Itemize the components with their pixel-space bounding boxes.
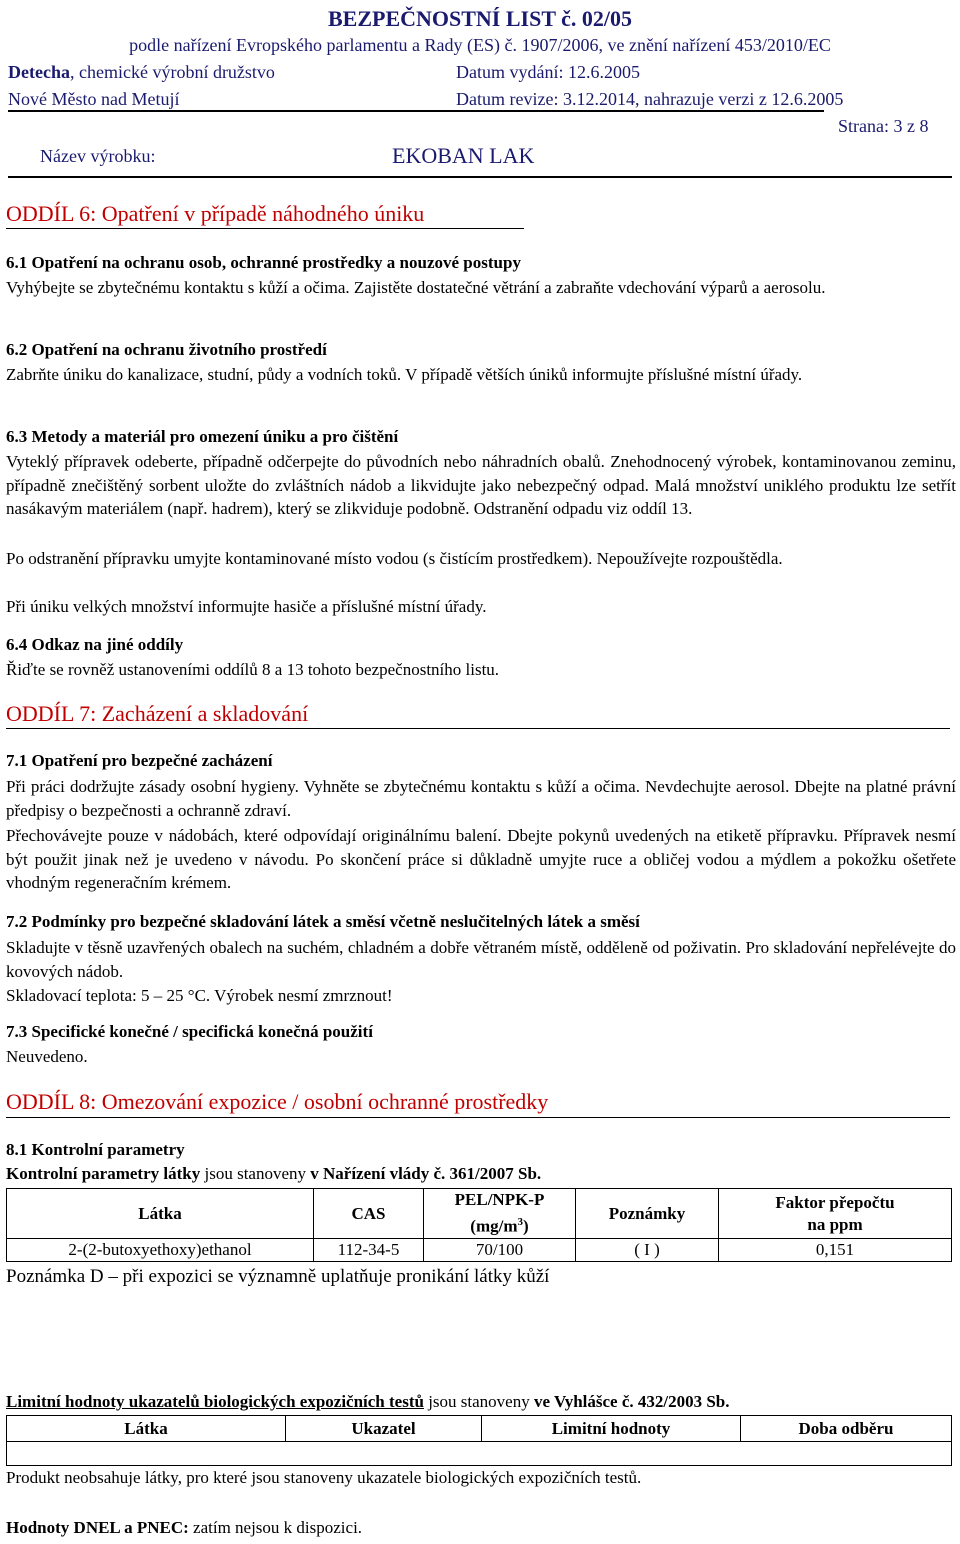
cell-cas: 112-34-5 bbox=[314, 1239, 424, 1262]
product-name: EKOBAN LAK bbox=[392, 143, 535, 168]
heading-6-2: 6.2 Opatření na ochranu životního prostředí bbox=[6, 340, 327, 359]
company-name: Detecha, chemické výrobní družstvo bbox=[8, 62, 275, 82]
section-7-title: ODDÍL 7: Zacházení a skladování bbox=[6, 701, 309, 726]
col-header-cas: CAS bbox=[314, 1189, 424, 1239]
table-row bbox=[7, 1239, 952, 1262]
table-row-empty bbox=[7, 1442, 952, 1466]
col-header-notes: Poznámky bbox=[576, 1189, 719, 1239]
col-header-indicator: Ukazatel bbox=[286, 1416, 482, 1442]
bio-note: Produkt neobsahuje látky, pro které jsou stanoveny ukazatele biologických expozičních testů. bbox=[6, 1468, 642, 1487]
cell-notes: ( I ) bbox=[576, 1239, 719, 1262]
section-7-rule bbox=[6, 728, 950, 729]
col-header-pel: PEL/NPK-P $(mg/m^3)$ bbox=[424, 1189, 576, 1239]
table-header-row bbox=[7, 1416, 952, 1442]
header-rule-bottom bbox=[8, 176, 952, 178]
col-header-sampling-time: Doba odběru bbox=[741, 1416, 952, 1442]
biological-limits-table bbox=[6, 1415, 952, 1466]
paragraph-6-2: Zabrňte úniku do kanalizace, studní, půdy a vodních toků. V případě větších úniků informujte příslušné místní úřady. bbox=[6, 365, 803, 384]
exposure-limits-table bbox=[6, 1188, 952, 1262]
paragraph-6-3a: Vyteklý přípravek odeberte, případně odčerpejte do původních nebo náhradních obalů. Znehodnocený výrobek, kontaminovanou zeminu, případně znečištěný sorbent uložte do zvláštních nádob a likvidujte jako nebezpečný odpad. Malá množství uniklého produktu lze setřít nasákavým materiálem (např. hadrem), který se zlikviduje podobně. Odstranění odpadu viz oddíl 13. bbox=[6, 452, 956, 518]
paragraph-6-4: Řiďte se rovněž ustanoveními oddílů 8 a 13 tohoto bezpečnostního listu. bbox=[6, 660, 500, 679]
bio-limits-intro: Limitní hodnoty ukazatelů biologických expozičních testů jsou stanoveny ve Vyhlášce č. 432/2003 Sb. bbox=[6, 1392, 730, 1411]
heading-7-3: 7.3 Specifické konečné / specifická konečná použití bbox=[6, 1022, 373, 1041]
heading-7-1: 7.1 Opatření pro bezpečné zacházení bbox=[6, 751, 273, 770]
col-header-factor: Faktor přepočtu na ppm bbox=[719, 1189, 952, 1239]
heading-6-4: 6.4 Odkaz na jiné oddíly bbox=[6, 635, 184, 654]
col-header-substance: Látka bbox=[7, 1416, 286, 1442]
heading-7-2: 7.2 Podmínky pro bezpečné skladování látek a směsí včetně neslučitelných látek a směsí bbox=[6, 912, 640, 931]
company-city: Nové Město nad Metují bbox=[8, 89, 180, 109]
section-6-underline bbox=[6, 228, 524, 229]
issue-date: Datum vydání: 12.6.2005 bbox=[456, 62, 640, 82]
section-8-rule bbox=[6, 1117, 950, 1118]
page-number: Strana: 3 z 8 bbox=[838, 116, 929, 136]
table-header-row bbox=[7, 1189, 952, 1239]
heading-6-3: 6.3 Metody a materiál pro omezení úniku a pro čištění bbox=[6, 427, 399, 446]
document-title: BEZPEČNOSTNÍ LIST č. 02/05 bbox=[327, 6, 632, 31]
heading-8-1: 8.1 Kontrolní parametry bbox=[6, 1140, 185, 1159]
paragraph-6-1: Vyhýbejte se zbytečnému kontaktu s kůží a očima. Zajistěte dostatečné větrání a zabraňte vdechování výparů a aerosolu. bbox=[6, 278, 826, 297]
paragraph-7-2a: Skladujte v těsně uzavřených obalech na suchém, chladném a dobře větraném místě, odděleně od poživatin. Pro skladování nepřelévejte do kovových nádob. bbox=[6, 938, 956, 981]
paragraph-7-1a: Při práci dodržujte zásady osobní hygieny. Vyhněte se zbytečnému kontaktu s kůží a očima. Nevdechujte aerosol. Dbejte na platné právní předpisy o bezpečnosti a ochranně zdraví. bbox=[6, 777, 956, 820]
cell-pel: 70/100 bbox=[424, 1239, 576, 1262]
note-d: Poznámka D – při expozici se významně uplatňuje pronikání látky kůží bbox=[6, 1266, 550, 1287]
paragraph-6-3c: Při úniku velkých množství informujte hasiče a příslušné místní úřady. bbox=[6, 597, 487, 616]
paragraph-7-1b: Přechovávejte pouze v nádobách, které odpovídají originálnímu balení. Dbejte pokynů uvedených na etiketě přípravku. Přípravek nesmí být použit jinak než je uvedeno v návodu. Po skončení práce si důkladně umyjte ruce a obličej vodou a mýdlem a pokožku ošetřete vhodným regeneračním krémem. bbox=[6, 826, 956, 892]
empty-cell bbox=[7, 1442, 952, 1466]
parameters-intro: Kontrolní parametry látky jsou stanoveny v Nařízení vlády č. 361/2007 Sb. bbox=[6, 1164, 542, 1183]
dnel-pnec: Hodnoty DNEL a PNEC: zatím nejsou k dispozici. bbox=[6, 1518, 363, 1537]
cell-factor: 0,151 bbox=[719, 1239, 952, 1262]
heading-6-1: 6.1 Opatření na ochranu osob, ochranné prostředky a nouzové postupy bbox=[6, 253, 521, 272]
product-label: Název výrobku: bbox=[40, 146, 156, 166]
paragraph-7-2b: Skladovací teplota: 5 – 25 °C. Výrobek nesmí zmrznout! bbox=[6, 986, 393, 1005]
col-header-limit-values: Limitní hodnoty bbox=[482, 1416, 741, 1442]
revision-date: Datum revize: 3.12.2014, nahrazuje verzi z 12.6.2005 bbox=[456, 89, 844, 109]
cell-substance: 2-(2-butoxyethoxy)ethanol bbox=[7, 1239, 314, 1262]
section-6-title: ODDÍL 6: Opatření v případě náhodného úniku bbox=[6, 201, 425, 226]
col-header-substance: Látka bbox=[7, 1189, 314, 1239]
section-8-title: ODDÍL 8: Omezování expozice / osobní ochranné prostředky bbox=[6, 1089, 549, 1114]
header-rule-top bbox=[8, 110, 824, 112]
paragraph-6-3b: Po odstranění přípravku umyjte kontaminované místo vodou (s čistícím prostředkem). Nepoužívejte rozpouštědla. bbox=[6, 549, 783, 568]
regulation-line: podle nařízení Evropského parlamentu a Rady (ES) č. 1907/2006, ve znění nařízení 453/2010/EC bbox=[129, 35, 831, 55]
paragraph-7-3: Neuvedeno. bbox=[6, 1047, 88, 1066]
